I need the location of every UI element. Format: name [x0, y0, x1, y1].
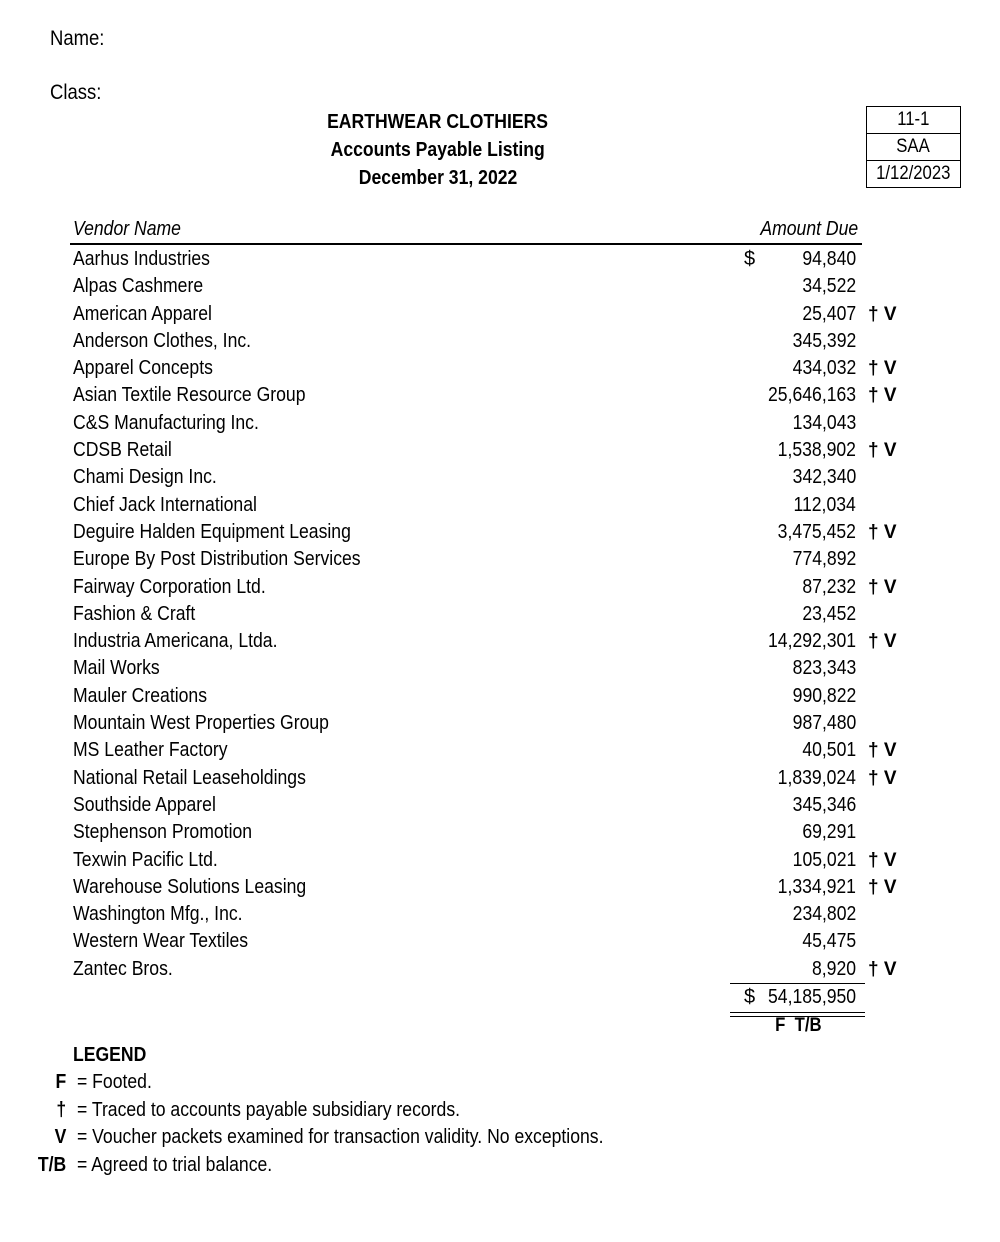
amount-due: 34,522 [802, 275, 856, 298]
legend-item [0, 1152, 1000, 1180]
legend-symbol: V [54, 1126, 66, 1148]
amount-due: 1,334,921 [777, 875, 856, 898]
vendor-name: Europe By Post Distribution Services [73, 548, 361, 571]
vendor-name: Southside Apparel [73, 793, 216, 816]
total-amount: 54,185,950 [767, 986, 856, 1008]
table-row [0, 546, 1000, 573]
legend-item [0, 1124, 1000, 1152]
amount-due: 342,340 [792, 466, 856, 489]
amount-due: 23,452 [802, 602, 856, 625]
legend-symbol: † [56, 1098, 66, 1121]
tickmarks: † V [868, 303, 897, 325]
report-header [238, 108, 638, 192]
legend-description: = Footed. [77, 1071, 152, 1093]
tickmarks: † V [868, 358, 897, 380]
vendor-name: Warehouse Solutions Leasing [73, 875, 307, 898]
table-row [0, 246, 1000, 273]
legend-description: = Traced to accounts payable subsidiary records. [77, 1098, 461, 1121]
table-row [0, 819, 1000, 846]
vendor-name: National Retail Leaseholdings [73, 766, 306, 789]
vendor-name: CDSB Retail [73, 439, 172, 462]
tickmarks: † V [868, 576, 897, 598]
total-dollar-sign: $ [744, 986, 756, 1008]
tickmarks: † V [868, 385, 897, 407]
table-row [0, 737, 1000, 764]
amount-due: 3,475,452 [777, 520, 856, 543]
report-date: December 31, 2022 [358, 167, 518, 189]
amount-due: 1,839,024 [777, 766, 856, 789]
table-row [0, 437, 1000, 464]
table-row [0, 655, 1000, 682]
vendor-name: Fashion & Craft [73, 602, 196, 625]
vendor-name: Mail Works [73, 657, 160, 680]
table-row [0, 683, 1000, 710]
legend-title: LEGEND [73, 1044, 147, 1066]
dollar-sign: $ [744, 248, 756, 270]
tickmarks: † V [868, 440, 897, 462]
table-row [0, 847, 1000, 874]
table-row [0, 273, 1000, 300]
amount-due: 8,920 [811, 957, 856, 980]
vendor-name: Industria Americana, Ltda. [73, 630, 278, 653]
table-row [0, 901, 1000, 928]
amount-due: 234,802 [792, 903, 856, 926]
workpaper-preparer: SAA [867, 134, 960, 161]
amount-due: 25,646,163 [767, 384, 856, 407]
tickmarks: † V [868, 740, 897, 762]
amount-due: 14,292,301 [767, 630, 856, 653]
tickmarks: † V [868, 521, 897, 543]
amount-due: 434,032 [792, 357, 856, 380]
amount-due: 69,291 [802, 821, 856, 844]
table-row [0, 355, 1000, 382]
vendor-name: MS Leather Factory [73, 739, 228, 762]
legend-item [0, 1097, 1000, 1125]
amount-due: 112,034 [793, 493, 856, 516]
column-header-amount: Amount Due [760, 218, 858, 240]
table-row [0, 601, 1000, 628]
tickmarks: † V [868, 958, 897, 980]
vendor-name: Zantec Bros. [73, 957, 173, 980]
vendor-name: Texwin Pacific Ltd. [73, 848, 218, 871]
workpaper-index: 11-1 [867, 107, 960, 134]
amount-due: 25,407 [802, 302, 856, 325]
table-row [0, 519, 1000, 546]
vendor-name: Deguire Halden Equipment Leasing [73, 520, 351, 543]
table-row [0, 792, 1000, 819]
vendor-name: American Apparel [73, 302, 212, 325]
legend-description: = Voucher packets examined for transaction validity. No exceptions. [77, 1126, 604, 1148]
company-name: EARTHWEAR CLOTHIERS [327, 111, 549, 133]
tickmarks: † V [868, 631, 897, 653]
amount-due: 1,538,902 [777, 439, 856, 462]
vendor-name: Asian Textile Resource Group [73, 384, 306, 407]
table-row [0, 928, 1000, 955]
workpaper-date: 1/12/2023 [876, 163, 951, 184]
name-label: Name: [50, 27, 105, 50]
vendor-name: Anderson Clothes, Inc. [73, 329, 252, 352]
table-row [0, 382, 1000, 409]
amount-due: 134,043 [792, 411, 856, 434]
vendor-name: Aarhus Industries [73, 248, 210, 270]
table-row [0, 765, 1000, 792]
legend-symbol: F [55, 1071, 66, 1093]
table-row [0, 956, 1000, 983]
vendor-name: Washington Mfg., Inc. [73, 903, 243, 926]
table-row [0, 710, 1000, 737]
amount-due: 105,021 [792, 848, 856, 871]
vendor-name: Fairway Corporation Ltd. [73, 575, 266, 598]
column-header-vendor: Vendor Name [73, 218, 181, 240]
vendor-name: C&S Manufacturing Inc. [73, 411, 259, 434]
amount-due: 823,343 [792, 657, 856, 680]
table-row [0, 301, 1000, 328]
amount-due: 87,232 [802, 575, 856, 598]
table-row [0, 574, 1000, 601]
amount-due: 987,480 [792, 712, 856, 735]
vendor-name: Mountain West Properties Group [73, 712, 329, 735]
vendor-name: Mauler Creations [73, 684, 208, 707]
amount-due: 990,822 [792, 684, 856, 707]
table-row [0, 874, 1000, 901]
table-row [0, 410, 1000, 437]
amount-due: 94,840 [802, 248, 856, 270]
amount-due: 40,501 [802, 739, 856, 762]
report-title: Accounts Payable Listing [330, 139, 546, 161]
vendor-name: Alpas Cashmere [73, 275, 204, 298]
table-row [0, 492, 1000, 519]
amount-due: 45,475 [802, 930, 856, 953]
header-underline [70, 243, 862, 245]
legend-description: = Agreed to trial balance. [77, 1153, 273, 1176]
class-label: Class: [50, 81, 102, 104]
table-row [0, 328, 1000, 355]
vendor-name: Western Wear Textiles [73, 930, 249, 953]
vendor-name: Chief Jack International [73, 493, 257, 516]
total-tickmarks: F T/B [774, 1015, 822, 1036]
amount-due: 774,892 [792, 548, 856, 571]
vendor-name: Stephenson Promotion [73, 821, 253, 844]
amount-due: 345,392 [792, 329, 856, 352]
legend [0, 1069, 1000, 1179]
payables-table [0, 246, 1000, 983]
tickmarks: † V [868, 849, 897, 871]
table-row [0, 464, 1000, 491]
tickmarks: † V [868, 767, 897, 789]
legend-item [0, 1069, 1000, 1097]
vendor-name: Chami Design Inc. [73, 466, 217, 489]
legend-symbol: T/B [37, 1153, 66, 1176]
table-row [0, 628, 1000, 655]
workpaper-reference-box [866, 106, 961, 188]
amount-due: 345,346 [792, 793, 856, 816]
vendor-name: Apparel Concepts [73, 357, 213, 380]
tickmarks: † V [868, 876, 897, 898]
